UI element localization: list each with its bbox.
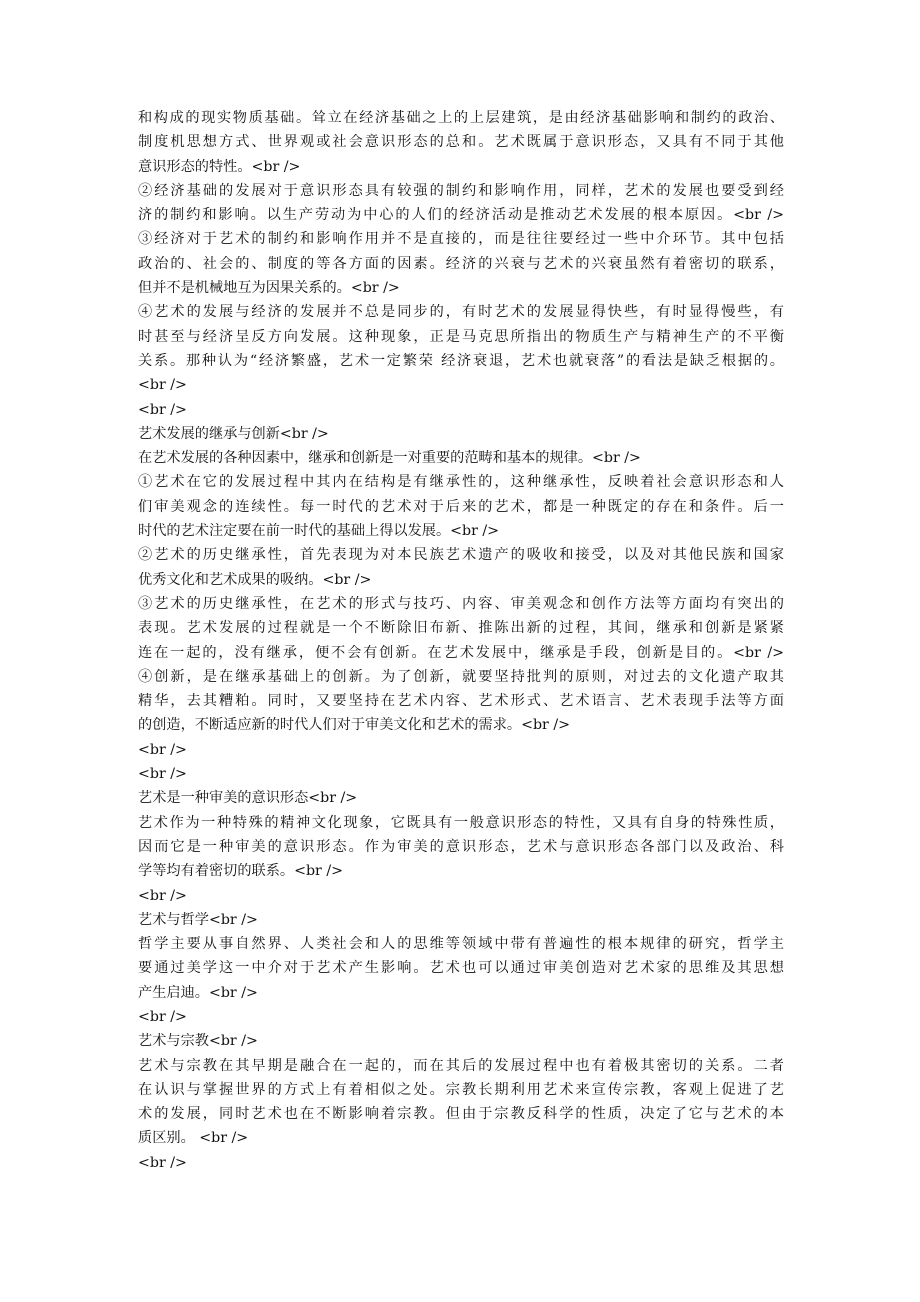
text-line: 优秀文化和艺术成果的吸纳。<br /> — [138, 571, 372, 588]
text-line: 艺术作为一种特殊的精神文化现象，它既具有一般意识形态的特性，又具有自身的特殊性质， — [138, 814, 784, 831]
text-line: 艺术是一种审美的意识形态<br /> — [138, 790, 358, 807]
text-line: 质区别。 <br /> — [138, 1130, 249, 1147]
text-line: <br /> — [138, 887, 187, 904]
text-line: 时代的艺术注定要在前一时代的基础上得以发展。<br /> — [138, 523, 500, 540]
text-line: 艺术与哲学<br /> — [138, 911, 258, 928]
text-line: ①艺术在它的发展过程中其内在结构是有继承性的，这种继承性，反映着社会意识形态和人 — [138, 474, 784, 491]
text-line: 意识形态的特性。<br /> — [138, 158, 301, 175]
text-line: ④艺术的发展与经济的发展并不总是同步的，有时艺术的发展显得快些，有时显得慢些，有 — [138, 304, 784, 321]
text-line: ②艺术的历史继承性，首先表现为对本民族艺术遗产的吸收和接受，以及对其他民族和国家 — [138, 547, 784, 564]
text-line: 但并不是机械地互为因果关系的。<br /> — [138, 280, 400, 297]
text-line: 在认识与掌握世界的方式上有着相似之处。宗教长期利用艺术来宣传宗教，客观上促进了艺 — [138, 1081, 784, 1098]
text-line: 艺术与宗教在其早期是融合在一起的，而在其后的发展过程中也有着极其密切的关系。二者 — [138, 1057, 784, 1074]
text-line: 艺术发展的继承与创新<br /> — [138, 425, 329, 442]
text-line: ④创新，是在继承基础上的创新。为了创新，就要坚持批判的原则，对过去的文化遗产取其 — [138, 668, 784, 685]
text-line: 要通过美学这一中介对于艺术产生影响。艺术也可以通过审美创造对艺术家的思维及其思想 — [138, 960, 784, 977]
text-line: <br /> — [138, 401, 187, 418]
text-line: <br /> — [138, 741, 187, 758]
text-line: 学等均有着密切的联系。<br /> — [138, 863, 343, 880]
text-line: 连在一起的，没有继承，便不会有创新。在艺术发展中，继承是手段，创新是目的。<br /> — [138, 644, 784, 661]
text-line: 精华，去其糟粕。同时，又要坚持在艺术内容、艺术形式、艺术语言、艺术表现手法等方面 — [138, 693, 784, 710]
text-line: 济的制约和影响。以生产劳动为中心的人们的经济活动是推动艺术发展的根本原因。<br /> — [138, 207, 784, 224]
text-line: 关系。那种认为“经济繁盛，艺术一定繁荣 经济衰退，艺术也就衰落”的看法是缺乏根据的。 — [138, 352, 784, 369]
text-line: <br /> — [138, 377, 187, 394]
text-line: ②经济基础的发展对于意识形态具有较强的制约和影响作用，同样，艺术的发展也要受到经 — [138, 182, 784, 199]
text-line: 们审美观念的连续性。每一时代的艺术对于后来的艺术，都是一种既定的存在和条件。后一 — [138, 498, 784, 515]
text-line: 产生启迪。<br /> — [138, 984, 258, 1001]
text-line: 表现。艺术发展的过程就是一个不断除旧布新、推陈出新的过程，其间，继承和创新是紧紧 — [138, 620, 784, 637]
text-line: 制度机思想方式、世界观或社会意识形态的总和。艺术既属于意识形态，又具有不同于其他 — [138, 134, 784, 151]
text-line: 在艺术发展的各种因素中，继承和创新是一对重要的范畴和基本的规律。<br /> — [138, 450, 641, 467]
text-line: 艺术与宗教<br /> — [138, 1033, 258, 1050]
text-line: 术的发展，同时艺术也在不断影响着宗教。但由于宗教反科学的性质，决定了它与艺术的本 — [138, 1106, 784, 1123]
text-line: 哲学主要从事自然界、人类社会和人的思维等领域中带有普遍性的根本规律的研究，哲学主 — [138, 936, 784, 953]
text-line: 和构成的现实物质基础。耸立在经济基础之上的上层建筑，是由经济基础影响和制约的政治、 — [138, 110, 784, 126]
text-line: <br /> — [138, 1008, 187, 1025]
text-line: 因而它是一种审美的意识形态。作为审美的意识形态，艺术与意识形态各部门以及政治、科 — [138, 838, 784, 855]
text-line: 政治的、社会的、制度的等各方面的因素。经济的兴衰与艺术的兴衰虽然有着密切的联系， — [138, 255, 784, 272]
text-line: 的创造，不断适应新的时代人们对于审美文化和艺术的需求。<br /> — [138, 717, 570, 734]
text-line: <br /> — [138, 1154, 187, 1171]
text-line: ③经济对于艺术的制约和影响作用并不是直接的，而是往往要经过一些中介环节。其中包括 — [138, 231, 784, 248]
text-line: 时甚至与经济呈反方向发展。这种现象，正是马克思所指出的物质生产与精神生产的不平衡 — [138, 328, 784, 345]
document-body — [138, 106, 784, 1175]
text-line: <br /> — [138, 766, 187, 783]
text-line: ③艺术的历史继承性，在艺术的形式与技巧、内容、审美观念和创作方法等方面均有突出的 — [138, 595, 784, 612]
